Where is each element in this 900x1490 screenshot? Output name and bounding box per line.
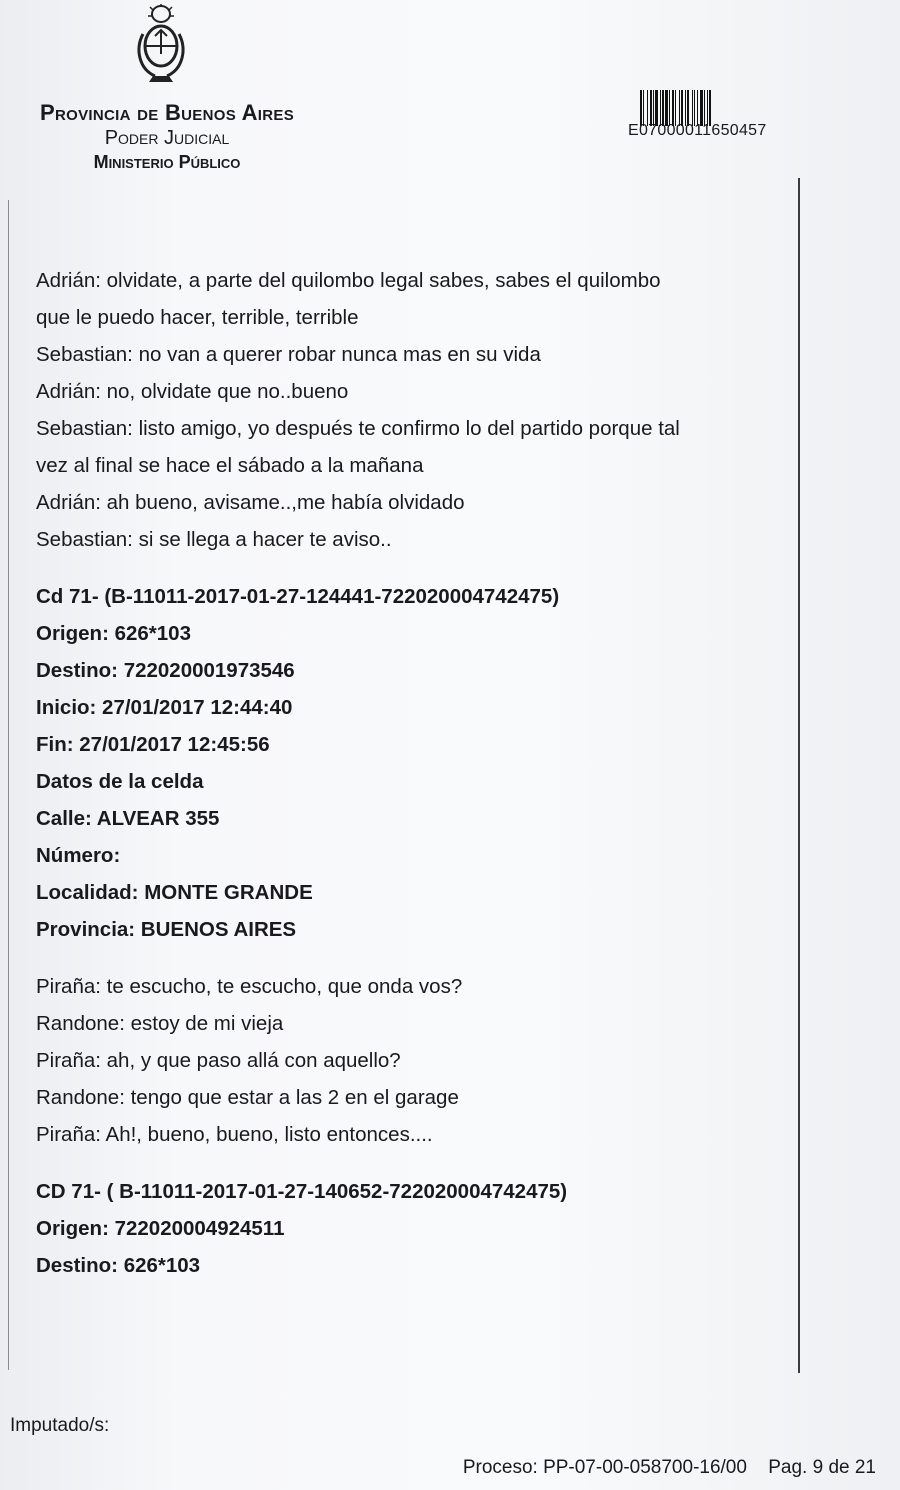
- record-field: Datos de la celda: [36, 770, 204, 793]
- transcript-block-2: [36, 968, 796, 1153]
- footer-process: [447, 1457, 876, 1479]
- record-field: Número:: [36, 844, 121, 867]
- transcript-line: Piraña: ah, y que paso allá con aquello?: [36, 1049, 401, 1072]
- header-ministry: Ministerio Público: [93, 152, 241, 172]
- transcript-block-1: [36, 262, 796, 558]
- record-field: Destino: 722020001973546: [36, 659, 295, 682]
- record-field: Origen: 626*103: [36, 622, 191, 645]
- transcript-line: Adrián: olvidate, a parte del quilombo legal sabes, sabes el quilombo: [36, 269, 661, 292]
- record-field: Destino: 626*103: [36, 1254, 201, 1277]
- institution-header: [22, 100, 312, 173]
- barcode-number: E07000011650457: [628, 122, 767, 139]
- record-field: CD 71- ( B-11011-2017-01-27-140652-722020004742475): [36, 1180, 568, 1203]
- document-body: [36, 262, 796, 1284]
- transcript-line: Piraña: te escucho, te escucho, que onda vos?: [36, 975, 463, 998]
- record-field: Fin: 27/01/2017 12:45:56: [36, 733, 270, 756]
- call-record-1: [36, 578, 796, 948]
- transcript-line: Sebastian: no van a querer robar nunca mas en su vida: [36, 343, 541, 366]
- header-judicial: Poder Judicial: [104, 127, 230, 149]
- record-field: Localidad: MONTE GRANDE: [36, 881, 313, 904]
- record-field: Cd 71- (B-11011-2017-01-27-124441-722020004742475): [36, 585, 560, 608]
- footer-imputados-label: Imputado/s:: [10, 1415, 110, 1436]
- coat-of-arms-icon: [133, 4, 189, 86]
- record-field: Provincia: BUENOS AIRES: [36, 918, 297, 941]
- page-number: Pag. 9 de 21: [768, 1457, 876, 1478]
- transcript-line: que le puedo hacer, terrible, terrible: [36, 306, 359, 329]
- transcript-line: Adrián: no, olvidate que no..bueno: [36, 380, 349, 403]
- record-field: Calle: ALVEAR 355: [36, 807, 220, 830]
- transcript-line: Sebastian: listo amigo, yo después te confirmo lo del partido porque tal: [36, 417, 680, 440]
- transcript-line: Randone: tengo que estar a las 2 en el garage: [36, 1086, 459, 1109]
- transcript-line: Randone: estoy de mi vieja: [36, 1012, 284, 1035]
- record-field: Inicio: 27/01/2017 12:44:40: [36, 696, 293, 719]
- record-field: Origen: 722020004924511: [36, 1217, 285, 1240]
- right-margin-rule: [798, 178, 800, 1373]
- transcript-line: Sebastian: si se llega a hacer te aviso..: [36, 528, 392, 551]
- header-province: Provincia de Buenos Aires: [40, 100, 294, 125]
- transcript-line: Adrián: ah bueno, avisame..,me había olvidado: [36, 491, 465, 514]
- process-number: Proceso: PP-07-00-058700-16/00: [462, 1457, 747, 1478]
- left-margin-rule: [8, 200, 9, 1370]
- transcript-line: vez al final se hace el sábado a la mañana: [36, 454, 424, 477]
- transcript-line: Piraña: Ah!, bueno, bueno, listo entonces....: [36, 1123, 433, 1146]
- barcode-icon: [640, 90, 780, 126]
- call-record-2: [36, 1173, 796, 1284]
